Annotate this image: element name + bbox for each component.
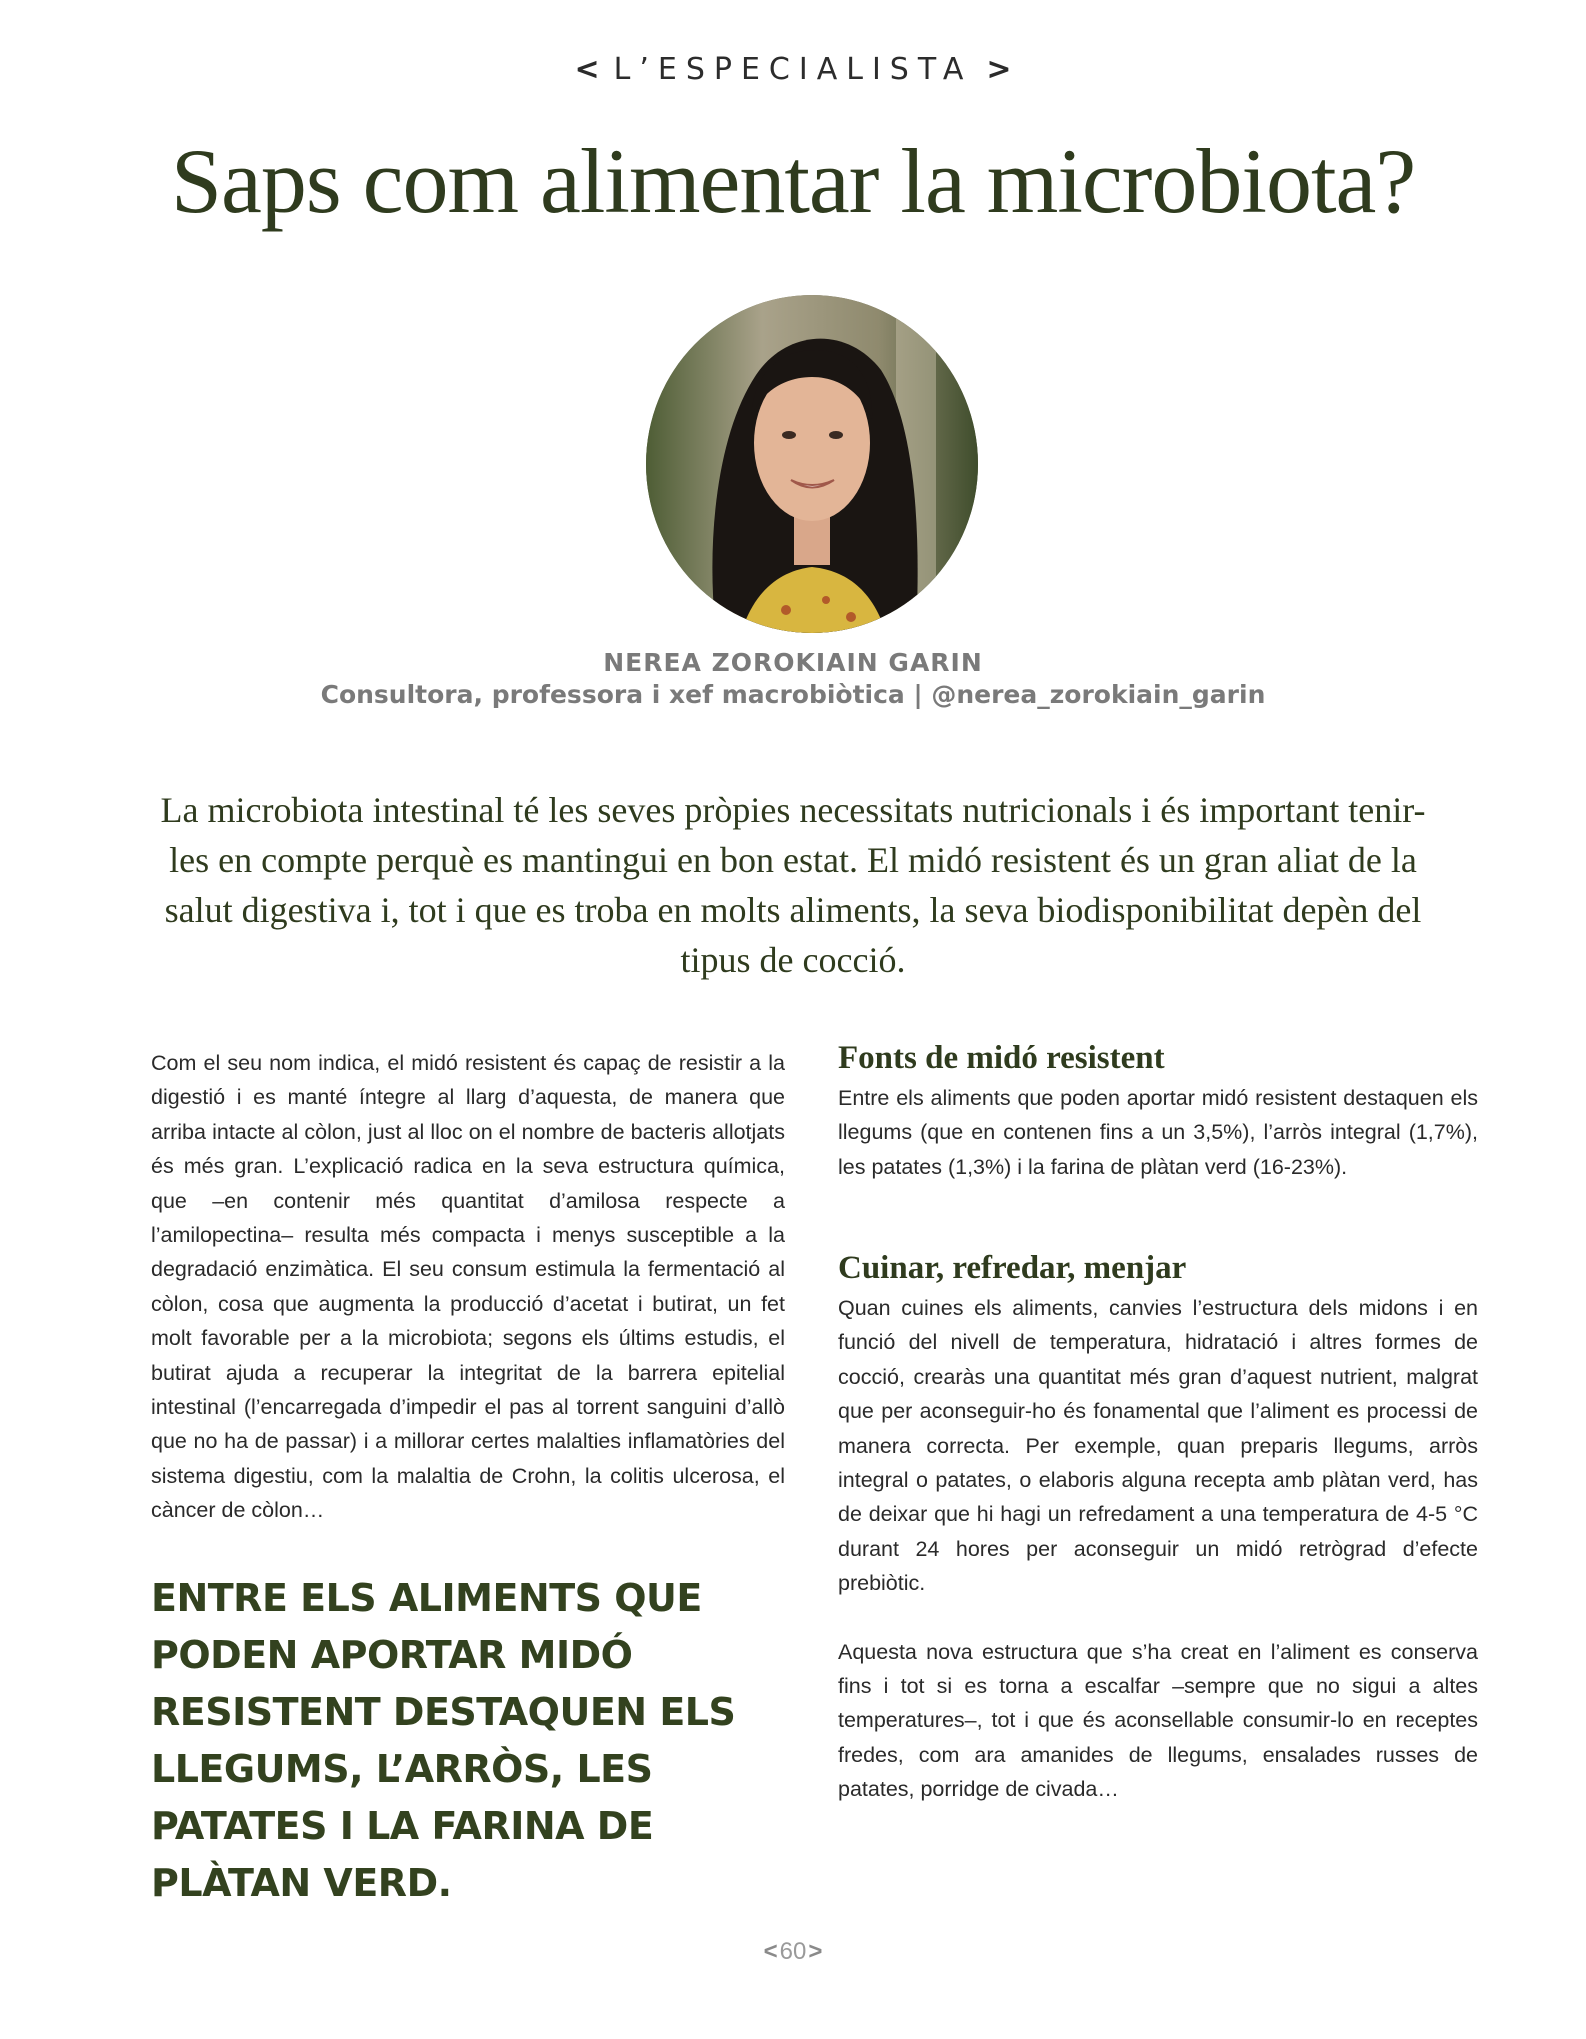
subheading-fonts: Fonts de midó resistent (838, 1040, 1165, 1076)
author-role: Consultora, professora i xef macrobiòtica | @nerea_zorokiain_garin (320, 680, 1266, 709)
article-title: Saps com alimentar la microbiota? (170, 130, 1416, 232)
right-column-section-1 (838, 1040, 1478, 1184)
chevron-left-icon: < (574, 52, 600, 87)
body-paragraph: Entre els aliments que poden aportar midó resistent destaquen els llegums (que en contenen fins a un 3,5%), l’arròs integral (1,7%), les patates (1,3%) i la farina de plàtan verd (16-23%). (838, 1086, 1478, 1179)
author-name: NEREA ZOROKIAIN GARIN (603, 648, 983, 677)
body-paragraph: Com el seu nom indica, el midó resistent és capaç de resistir a la digestió i es manté íntegre al llarg d’aquesta, de manera que arriba intacte al còlon, just al lloc on el nombre de bacteris allotjats és més gran. L’explicació radica en la seva estructura química, que –en contenir més quantitat d’amilosa respecte a l’amilopectina– resulta més compacta i menys susceptible a la degradació enzimàtica. El seu consum estimula la fermentació al còlon, cosa que augmenta la producció d’acetat i butirat, un fet molt favorable per a la microbiota; segons els últims estudis, el butirat ajuda a recuperar la integritat de la barrera epitelial intestinal (l’encarregada d’impedir el pas al torrent sanguini d’allò que no ha de passar) i a millorar certes malalties inflamatòries del sistema digestiu, com la malaltia de Crohn, la colitis ulcerosa, el càncer de còlon… (151, 1051, 785, 1523)
chevron-left-icon: < (763, 1938, 778, 1965)
body-paragraph: Quan cuines els aliments, canvies l’estructura dels midons i en funció del nivell de temperatura, hidratació i altres formes de cocció, crearàs una quantitat més gran d’aquest nutrient, malgrat que per aconseguir-ho és fonamental que l’aliment es processi de manera correcta. Per exemple, quan preparis llegums, arròs integral o patates, o elaboris alguna recepta amb plàtan verd, has de deixar que hi hagi un refredament a una temperatura de 4-5 °C durant 24 hores per aconseguir un midó retrògrad d’efecte prebiòtic. (838, 1296, 1478, 1596)
section-label (0, 52, 1586, 87)
lead-paragraph: La microbiota intestinal té les seves pròpies necessitats nutricionals i és important tenir-les en compte perquè es mantingui en bon estat. El midó resistent és un gran aliat de la salut digestiva i, tot i que es troba en molts aliments, la seva biodisponibilitat depèn del tipus de cocció. (160, 790, 1426, 980)
subheading-cooking: Cuinar, refredar, menjar (838, 1250, 1187, 1286)
body-paragraph: Aquesta nova estructura que s’ha creat en l’aliment es conserva fins i tot si es torna a escalfar –sempre que no sigui a altes temperatures–, tot i que és aconsellable consumir-lo en receptes fredes, com ara amanides de llegums, ensalades russes de patates, porridge de civada… (838, 1639, 1478, 1802)
section-name: L’ESPECIALISTA (613, 52, 973, 87)
author-portrait (646, 295, 978, 633)
right-column-section-2 (838, 1250, 1478, 1807)
page-number (0, 1938, 1586, 1966)
pull-quote: ENTRE ELS ALIMENTS QUE PODEN APORTAR MIDÓ RESISTENT DESTAQUEN ELS LLEGUMS, L’ARRÒS, LES PATATES I LA FARINA DE PLÀTAN VERD. (151, 1576, 736, 1905)
page-number-value: 60 (779, 1938, 807, 1965)
chevron-right-icon: > (808, 1938, 823, 1965)
left-column (151, 1046, 785, 1528)
chevron-right-icon: > (986, 52, 1012, 87)
portrait-illustration (646, 295, 978, 633)
